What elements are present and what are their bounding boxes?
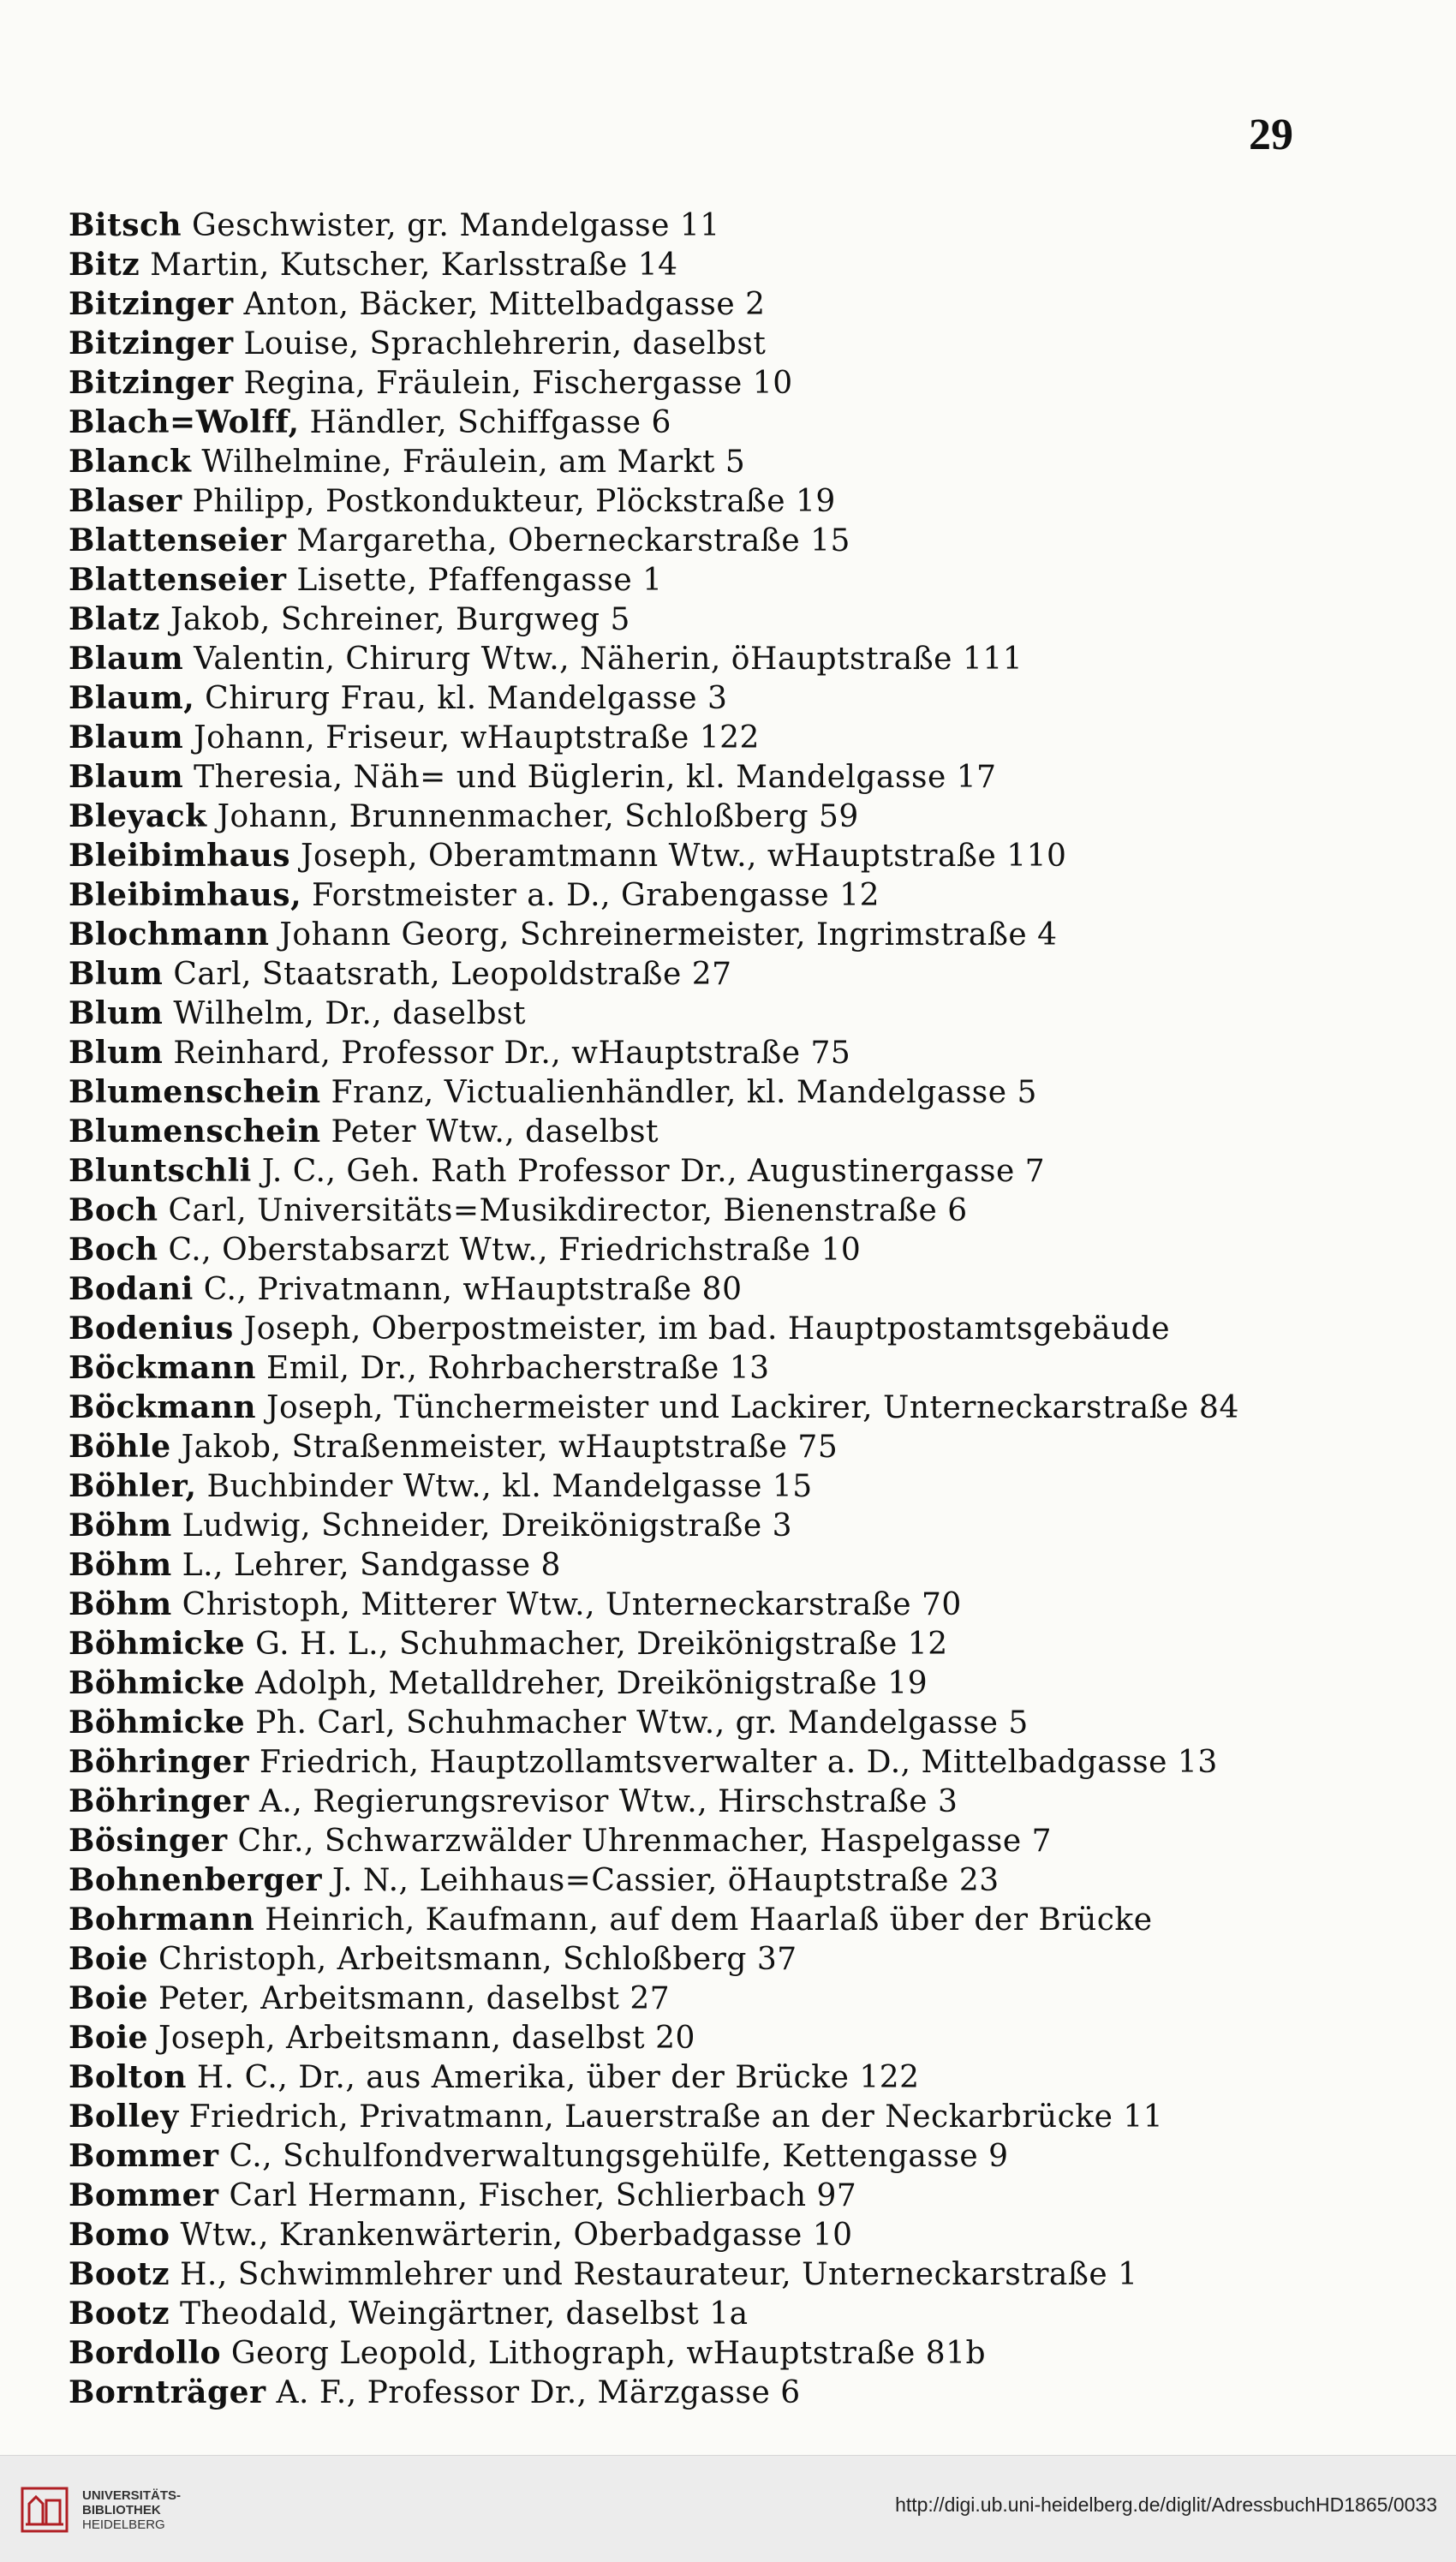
entry-details: Joseph, Tünchermeister und Lackirer, Unterneckarstraße 84 (256, 1390, 1239, 1425)
directory-entry (69, 1585, 1285, 1624)
entry-surname: Böhmicke (69, 1705, 246, 1741)
entry-details: Ludwig, Schneider, Dreikönigstraße 3 (171, 1508, 792, 1544)
directory-entry (69, 1545, 1285, 1585)
entry-surname: Böhm (69, 1586, 172, 1622)
directory-entry (69, 757, 1285, 797)
entry-surname: Bitzinger (69, 286, 234, 322)
directory-entry (69, 481, 1285, 521)
entry-surname: Blum (69, 995, 164, 1031)
entry-surname: Böhler, (69, 1468, 197, 1504)
entry-surname: Blumenschein (69, 1074, 321, 1110)
entry-details: C., Oberstabsarzt Wtw., Friedrichstraße 10 (158, 1233, 862, 1268)
directory-entry (69, 1072, 1285, 1112)
entry-surname: Böhringer (69, 1744, 249, 1780)
entry-details: Christoph, Arbeitsmann, Schloßberg 37 (148, 1942, 797, 1977)
entry-surname: Böhmicke (69, 1626, 246, 1662)
entry-surname: Blanck (69, 444, 192, 480)
directory-entry (69, 1663, 1285, 1703)
directory-entry (69, 1348, 1285, 1388)
entry-details: Joseph, Oberamtmann Wtw., wHauptstraße 110 (290, 839, 1067, 874)
directory-entry (69, 2333, 1285, 2373)
entry-surname: Blattenseier (69, 562, 287, 598)
directory-entry (69, 1860, 1285, 1900)
entry-surname: Böhm (69, 1508, 172, 1544)
entry-surname: Bitzinger (69, 325, 234, 361)
entry-surname: Bodani (69, 1271, 194, 1307)
entry-details: Jakob, Straßenmeister, wHauptstraße 75 (170, 1430, 838, 1465)
entry-surname: Blaum (69, 759, 184, 795)
directory-entry (69, 639, 1285, 678)
directory-entry (69, 2018, 1285, 2057)
directory-entry (69, 1703, 1285, 1742)
entry-details: Christoph, Mitterer Wtw., Unterneckarstraße 70 (171, 1587, 962, 1622)
entry-details: Wtw., Krankenwärterin, Oberbadgasse 10 (170, 2218, 853, 2253)
entry-details: Friedrich, Hauptzollamtsverwalter a. D., Mittelbadgasse 13 (248, 1745, 1218, 1780)
entry-surname: Bornträger (69, 2374, 266, 2410)
university-library-seal-icon[interactable] (17, 2481, 72, 2536)
entry-surname: Blum (69, 956, 164, 992)
entry-surname: Böhm (69, 1547, 172, 1583)
entry-details: Reinhard, Professor Dr., wHauptstraße 75 (163, 1036, 851, 1071)
directory-entry (69, 1151, 1285, 1191)
entry-details: Buchbinder Wtw., kl. Mandelgasse 15 (196, 1469, 813, 1504)
entry-details: G. H. L., Schuhmacher, Dreikönigstraße 12 (245, 1627, 948, 1662)
library-name-line3: HEIDELBERG (82, 2517, 165, 2532)
directory-entry (69, 284, 1285, 324)
directory-entry (69, 1821, 1285, 1860)
page-number: 29 (1249, 110, 1293, 159)
entry-surname: Böckmann (69, 1350, 257, 1386)
directory-entry (69, 994, 1285, 1033)
entry-surname: Böhringer (69, 1783, 249, 1819)
directory-entry (69, 521, 1285, 560)
directory-entry (69, 718, 1285, 757)
entry-surname: Bomo (69, 2217, 170, 2253)
entry-details: J. N., Leihhaus=Cassier, öHauptstraße 23 (321, 1863, 1000, 1898)
source-url-link[interactable]: http://digi.ub.uni-heidelberg.de/diglit/AdressbuchHD1865/0033 (895, 2493, 1437, 2516)
entry-surname: Bolton (69, 2059, 187, 2095)
entry-surname: Bommer (69, 2177, 219, 2213)
directory-entry (69, 1742, 1285, 1782)
entry-details: Adolph, Metalldreher, Dreikönigstraße 19 (245, 1666, 928, 1701)
entry-details: Peter Wtw., daselbst (320, 1114, 659, 1150)
entry-details: Heinrich, Kaufmann, auf dem Haarlaß über der Brücke (254, 1902, 1153, 1938)
entry-surname: Bodenius (69, 1311, 234, 1347)
entry-surname: Bommer (69, 2138, 219, 2174)
entry-details: L., Lehrer, Sandgasse 8 (171, 1548, 561, 1583)
entry-details: Margaretha, Oberneckarstraße 15 (286, 523, 850, 558)
entry-details: C., Schulfondverwaltungsgehülfe, Kettengasse 9 (218, 2139, 1009, 2174)
entry-surname: Böckmann (69, 1389, 257, 1425)
entry-surname: Blatz (69, 601, 161, 637)
library-name-line1: UNIVERSITÄTS- (82, 2488, 182, 2503)
entry-details: Wilhelm, Dr., daselbst (163, 996, 526, 1031)
entry-details: A., Regierungsrevisor Wtw., Hirschstraße 3 (248, 1784, 958, 1819)
directory-entry (69, 915, 1285, 954)
directory-entry (69, 1506, 1285, 1545)
entry-surname: Bluntschli (69, 1153, 252, 1189)
entry-surname: Blochmann (69, 917, 270, 953)
entry-surname: Blaser (69, 483, 182, 519)
directory-entry (69, 1979, 1285, 2018)
directory-entry (69, 403, 1285, 442)
entry-details: H. C., Dr., aus Amerika, über der Brücke 122 (186, 2060, 920, 2095)
directory-entry (69, 954, 1285, 994)
directory-entry (69, 2097, 1285, 2136)
directory-entry (69, 1191, 1285, 1230)
entry-surname: Blaum (69, 641, 184, 677)
entry-details: Theresia, Näh= und Büglerin, kl. Mandelgasse 17 (183, 760, 997, 795)
entry-details: Friedrich, Privatmann, Lauerstraße an der Neckarbrücke 11 (178, 2099, 1164, 2135)
entry-details: Chirurg Frau, kl. Mandelgasse 3 (194, 681, 728, 716)
entry-details: Regina, Fräulein, Fischergasse 10 (233, 366, 793, 401)
entry-details: Händler, Schiffgasse 6 (299, 405, 671, 440)
viewer-footer (0, 2455, 1456, 2562)
directory-entry (69, 1466, 1285, 1506)
entry-surname: Bitz (69, 247, 140, 283)
library-name (82, 2488, 181, 2532)
directory-entry (69, 797, 1285, 836)
directory-entry (69, 1269, 1285, 1309)
entry-surname: Bootz (69, 2296, 170, 2332)
directory-entry (69, 363, 1285, 403)
entry-details: Lisette, Pfaffengasse 1 (286, 563, 663, 598)
directory-entry (69, 2254, 1285, 2294)
entry-surname: Bleibimhaus (69, 838, 291, 874)
entry-surname: Bohrmann (69, 1902, 255, 1938)
entry-surname: Blaum, (69, 680, 195, 716)
entry-surname: Blach=Wolff, (69, 404, 300, 440)
directory-entry (69, 678, 1285, 718)
entry-details: A. F., Professor Dr., Märzgasse 6 (266, 2375, 801, 2410)
entry-details: Anton, Bäcker, Mittelbadgasse 2 (233, 287, 766, 322)
entry-details: Emil, Dr., Rohrbacherstraße 13 (256, 1351, 770, 1386)
entry-details: Joseph, Arbeitsmann, daselbst 20 (148, 2021, 695, 2056)
entry-surname: Blaum (69, 720, 184, 755)
entry-surname: Böhmicke (69, 1665, 246, 1701)
directory-entry (69, 2176, 1285, 2215)
entry-details: Joseph, Oberpostmeister, im bad. Hauptpostamtsgebäude (233, 1311, 1171, 1347)
entry-details: Johann, Friseur, wHauptstraße 122 (183, 720, 760, 755)
entry-surname: Bleibimhaus, (69, 877, 302, 913)
entry-details: Georg Leopold, Lithograph, wHauptstraße 81b (220, 2336, 987, 2371)
entry-surname: Bleyack (69, 798, 207, 834)
directory-entry (69, 324, 1285, 363)
entry-details: Carl, Staatsrath, Leopoldstraße 27 (163, 957, 732, 992)
entry-surname: Blumenschein (69, 1114, 321, 1150)
directory-entry (69, 1782, 1285, 1821)
entry-surname: Boch (69, 1192, 158, 1228)
directory-entry (69, 1112, 1285, 1151)
entry-details: Ph. Carl, Schuhmacher Wtw., gr. Mandelgasse 5 (245, 1705, 1029, 1741)
directory-entry (69, 1624, 1285, 1663)
entry-details: Johann Georg, Schreinermeister, Ingrimstraße 4 (269, 917, 1058, 953)
entry-surname: Bösinger (69, 1823, 228, 1859)
directory-entry (69, 1033, 1285, 1072)
directory-entry (69, 836, 1285, 875)
entry-details: H., Schwimmlehrer und Restaurateur, Unterneckarstraße 1 (170, 2257, 1138, 2292)
entry-surname: Böhle (69, 1429, 171, 1465)
directory-entry (69, 1900, 1285, 1939)
entry-details: Carl, Universitäts=Musikdirector, Bienenstraße 6 (158, 1193, 968, 1228)
entry-surname: Boie (69, 1941, 149, 1977)
directory-entry (69, 1939, 1285, 1979)
directory-entry (69, 1388, 1285, 1427)
directory-entry (69, 2294, 1285, 2333)
directory-entry (69, 1230, 1285, 1269)
directory-entry (69, 560, 1285, 600)
entry-details: Martin, Kutscher, Karlsstraße 14 (140, 248, 678, 283)
entry-surname: Blum (69, 1035, 164, 1071)
entry-surname: Bitsch (69, 207, 182, 243)
entry-details: Chr., Schwarzwälder Uhrenmacher, Haspelgasse 7 (227, 1824, 1053, 1859)
directory-entry (69, 206, 1285, 245)
directory-entry (69, 875, 1285, 915)
directory-entries (69, 206, 1285, 2412)
entry-details: Carl Hermann, Fischer, Schlierbach 97 (218, 2178, 857, 2213)
entry-surname: Bohnenberger (69, 1862, 322, 1898)
directory-entry (69, 2136, 1285, 2176)
entry-details: Johann, Brunnenmacher, Schloßberg 59 (206, 799, 859, 834)
entry-surname: Blattenseier (69, 523, 287, 558)
directory-entry (69, 1309, 1285, 1348)
entry-details: Peter, Arbeitsmann, daselbst 27 (148, 1981, 671, 2016)
directory-entry (69, 1427, 1285, 1466)
entry-details: Forstmeister a. D., Grabengasse 12 (301, 878, 880, 913)
entry-details: Philipp, Postkondukteur, Plöckstraße 19 (182, 484, 836, 519)
entry-details: Wilhelmine, Fräulein, am Markt 5 (191, 445, 746, 480)
entry-surname: Bitzinger (69, 365, 234, 401)
entry-surname: Bordollo (69, 2335, 221, 2371)
entry-details: J. C., Geh. Rath Professor Dr., Augustinergasse 7 (251, 1154, 1046, 1189)
directory-entry (69, 442, 1285, 481)
entry-details: Jakob, Schreiner, Burgweg 5 (160, 602, 630, 637)
entry-surname: Bolley (69, 2099, 179, 2135)
entry-surname: Boie (69, 2020, 149, 2056)
entry-details: Louise, Sprachlehrerin, daselbst (233, 326, 767, 361)
entry-details: Valentin, Chirurg Wtw., Näherin, öHauptstraße 111 (183, 642, 1023, 677)
directory-entry (69, 2215, 1285, 2254)
directory-entry (69, 600, 1285, 639)
entry-surname: Boch (69, 1232, 158, 1268)
directory-entry (69, 2373, 1285, 2412)
entry-surname: Bootz (69, 2256, 170, 2292)
entry-surname: Boie (69, 1980, 149, 2016)
entry-details: Theodald, Weingärtner, daselbst 1a (170, 2296, 749, 2332)
entry-details: Geschwister, gr. Mandelgasse 11 (182, 208, 720, 243)
library-name-line2: BIBLIOTHEK (82, 2503, 161, 2517)
entry-details: C., Privatmann, wHauptstraße 80 (193, 1272, 743, 1307)
directory-entry (69, 245, 1285, 284)
directory-entry (69, 2057, 1285, 2097)
entry-details: Franz, Victualienhändler, kl. Mandelgasse 5 (320, 1075, 1037, 1110)
